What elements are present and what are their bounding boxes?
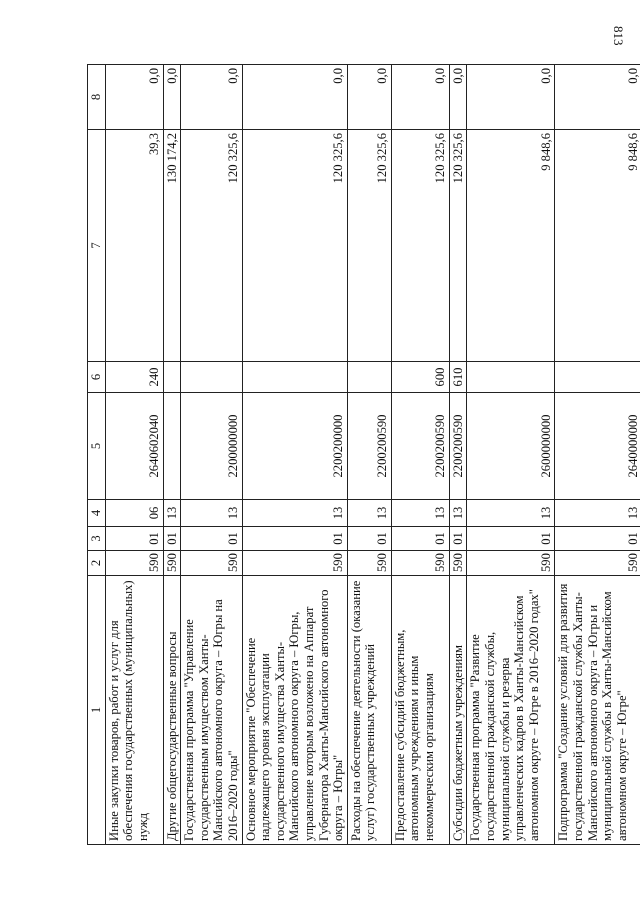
table-cell: [555, 362, 640, 393]
table-cell: 120 325,6: [347, 130, 391, 362]
table-cell: 120 325,6: [242, 130, 347, 362]
table-cell: 01: [449, 527, 467, 551]
table-cell: 13: [391, 500, 449, 527]
table-cell: 0,0: [163, 65, 181, 130]
table-cell: 01: [242, 527, 347, 551]
table-cell: 2200200590: [449, 393, 467, 500]
column-header-3: 3: [88, 527, 106, 551]
table-row: [467, 65, 555, 845]
table-cell: 06: [105, 500, 163, 527]
column-header-2: 2: [88, 551, 106, 576]
row-label: Расходы на обеспечение деятельности (оказание услуг) государственных учреждений: [347, 576, 391, 845]
table-cell: 2200200000: [242, 393, 347, 500]
rotated-page-content: [87, 65, 638, 845]
table-cell: 13: [555, 500, 640, 527]
column-header-7: 7: [88, 130, 106, 362]
page-number: 813: [611, 26, 626, 46]
table-cell: 0,0: [449, 65, 467, 130]
table-cell: 130 174,2: [163, 130, 181, 362]
row-label: Подпрограмма "Создание условий для развития государственной гражданской службы Ханты-Мансийского автономного округа – Югры и муниципальной службы в Ханты-Мансийском автономном округе – Югре": [555, 576, 640, 845]
table-cell: 2200000000: [181, 393, 242, 500]
table-cell: 590: [467, 551, 555, 576]
header-row: [88, 65, 106, 845]
table-row: [181, 65, 242, 845]
row-label: Основное мероприятие "Обеспечение надлежащего уровня эксплуатации государственного имущества Ханты-Мансийского автономного округа – Югры, управление которым возложено на Аппарат Губернатора Ханты-Мансийского автономного округа – Югры": [242, 576, 347, 845]
table-cell: 01: [181, 527, 242, 551]
table-cell: [242, 362, 347, 393]
table-cell: 0,0: [555, 65, 640, 130]
table-cell: 13: [181, 500, 242, 527]
table-cell: 590: [163, 551, 181, 576]
table-row: [449, 65, 467, 845]
column-header-8: 8: [88, 65, 106, 130]
table-cell: 0,0: [347, 65, 391, 130]
table-cell: 120 325,6: [449, 130, 467, 362]
table-cell: 2640602040: [105, 393, 163, 500]
table-cell: 2640000000: [555, 393, 640, 500]
table-cell: 13: [163, 500, 181, 527]
table-cell: [163, 393, 181, 500]
table-cell: 13: [449, 500, 467, 527]
table-cell: 240: [105, 362, 163, 393]
table-cell: 590: [391, 551, 449, 576]
row-label: Предоставление субсидий бюджетным, автономным учреждениям и иным некоммерческим организациям: [391, 576, 449, 845]
table-cell: 2200200590: [391, 393, 449, 500]
table-cell: 0,0: [467, 65, 555, 130]
table-cell: 590: [555, 551, 640, 576]
table-cell: 13: [242, 500, 347, 527]
table-row: [105, 65, 163, 845]
table-cell: 590: [181, 551, 242, 576]
table-row: [555, 65, 640, 845]
table-cell: 9 848,6: [467, 130, 555, 362]
table-cell: 590: [242, 551, 347, 576]
table-cell: 590: [449, 551, 467, 576]
table-row: [391, 65, 449, 845]
table-cell: 01: [163, 527, 181, 551]
table-cell: [163, 362, 181, 393]
table-row: [347, 65, 391, 845]
table-cell: 120 325,6: [391, 130, 449, 362]
table-cell: 2200200590: [347, 393, 391, 500]
column-header-6: 6: [88, 362, 106, 393]
table-cell: 2600000000: [467, 393, 555, 500]
row-label: Государственная программа "Управление государственным имуществом Ханты-Мансийского автономного округа – Югры на 2016–2020 годы": [181, 576, 242, 845]
table-cell: 120 325,6: [181, 130, 242, 362]
table-cell: 01: [105, 527, 163, 551]
table-cell: 01: [391, 527, 449, 551]
row-label: Субсидии бюджетным учреждениям: [449, 576, 467, 845]
column-header-1: 1: [88, 576, 106, 845]
table-cell: [181, 362, 242, 393]
table-cell: 01: [555, 527, 640, 551]
budget-table: [87, 64, 640, 845]
table-cell: 590: [105, 551, 163, 576]
table-cell: 0,0: [181, 65, 242, 130]
table-cell: 9 848,6: [555, 130, 640, 362]
table-cell: 0,0: [242, 65, 347, 130]
column-header-5: 5: [88, 393, 106, 500]
table-cell: 39,3: [105, 130, 163, 362]
table-cell: 590: [347, 551, 391, 576]
row-label: Другие общегосударственные вопросы: [163, 576, 181, 845]
row-label: Иные закупки товаров, работ и услуг для обеспечения государственных (муниципальных) нужд: [105, 576, 163, 845]
table-row: [242, 65, 347, 845]
table-row: [163, 65, 181, 845]
table-cell: 13: [347, 500, 391, 527]
table-cell: 0,0: [391, 65, 449, 130]
table-cell: 600: [391, 362, 449, 393]
table-cell: [347, 362, 391, 393]
table-cell: 13: [467, 500, 555, 527]
table-cell: 0,0: [105, 65, 163, 130]
table-cell: 01: [467, 527, 555, 551]
column-header-4: 4: [88, 500, 106, 527]
table-cell: 610: [449, 362, 467, 393]
table-cell: [467, 362, 555, 393]
table-cell: 01: [347, 527, 391, 551]
row-label: Государственная программа "Развитие государственной гражданской службы, муниципальной службы и резерва управленческих кадров в Ханты-Мансийском автономном округе – Югре в 2016–2020 годах": [467, 576, 555, 845]
